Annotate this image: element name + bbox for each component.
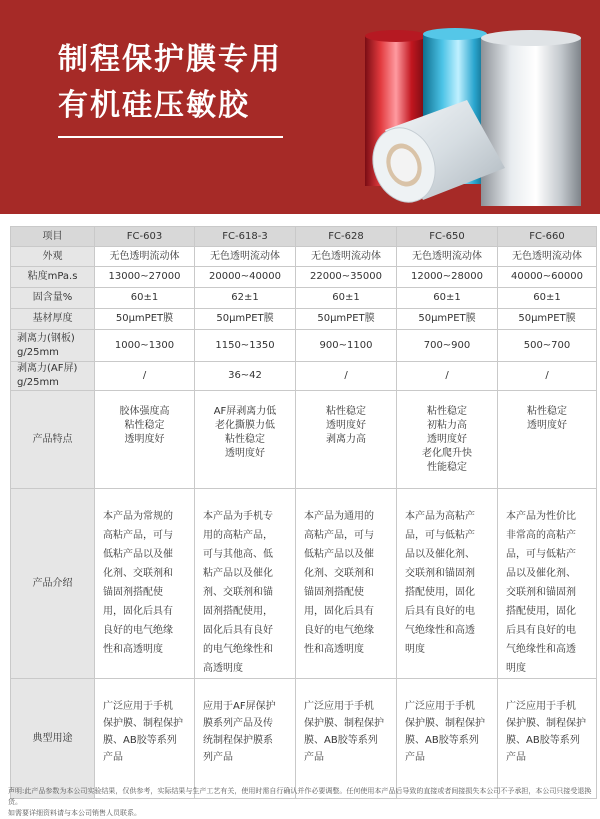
- table-row: [11, 489, 597, 679]
- cell-line: 性和高透明度: [103, 644, 163, 655]
- row-label-line: g/25mm: [17, 377, 59, 388]
- cell-line: 性和高透明度: [304, 644, 364, 655]
- table-cell: 50μmPET膜: [296, 309, 397, 330]
- intro-cell: [195, 489, 296, 679]
- table-cell: 50μmPET膜: [95, 309, 195, 330]
- row-label-line: 剥离力(钢板): [17, 332, 75, 344]
- table-cell: 900~1100: [296, 330, 397, 362]
- cell-line: 固化后具有良好: [203, 625, 273, 636]
- table-cell: 无色透明流动体: [397, 247, 498, 267]
- cell-line: 高透明度: [203, 663, 243, 674]
- cell-line: 搭配使用，固化: [405, 587, 475, 598]
- row-label-peel-steel: [11, 330, 95, 362]
- cell-line: 后具有良好的电: [405, 606, 475, 617]
- cell-line: 膜、AB胶等系列: [506, 735, 580, 746]
- table-cell: 36~42: [195, 362, 296, 391]
- table-cell: 50μmPET膜: [397, 309, 498, 330]
- film-rolls-image: [355, 18, 595, 214]
- cell-line: 统制程保护膜系: [203, 735, 273, 746]
- row-label-substrate: 基材厚度: [11, 309, 95, 330]
- cell-line: 胶体强度高: [119, 406, 170, 417]
- cell-line: 气绝缘性和高透: [405, 625, 475, 636]
- table-cell: 1150~1350: [195, 330, 296, 362]
- cell-line: 粘性稳定: [225, 434, 265, 445]
- cell-line: 初粘力高: [427, 420, 467, 431]
- cell-line: 良好的电气绝缘: [304, 625, 374, 636]
- table-cell: 50μmPET膜: [195, 309, 296, 330]
- cell-line: 后具有良好的电: [506, 625, 576, 636]
- cell-line: 产品: [103, 752, 123, 763]
- usage-cell: [498, 679, 597, 799]
- table-cell: 1000~1300: [95, 330, 195, 362]
- cell-line: 品以及催化剂、: [405, 549, 475, 560]
- cell-line: 良好的电气绝缘: [103, 625, 173, 636]
- cell-line: 膜、AB胶等系列: [304, 735, 378, 746]
- table-row: [11, 267, 597, 288]
- header-fc-628: FC-628: [296, 227, 397, 247]
- cell-line: 广泛应用于手机: [405, 701, 475, 712]
- table-cell: /: [95, 362, 195, 391]
- cell-line: 老化撕膜力低: [215, 420, 275, 431]
- cell-line: 粘性稳定: [527, 406, 567, 417]
- row-label-solids: 固含量%: [11, 288, 95, 309]
- cell-line: 剥离力高: [326, 434, 366, 445]
- cell-line: AF屏剥离力低: [213, 406, 277, 417]
- table-cell: 50μmPET膜: [498, 309, 597, 330]
- cell-line: 明度: [506, 663, 526, 674]
- cell-line: 应用于AF屏保护: [203, 701, 276, 712]
- cell-line: 列产品: [203, 752, 233, 763]
- header-fc-618-3: FC-618-3: [195, 227, 296, 247]
- cell-line: 老化爬升快: [422, 448, 472, 459]
- table-cell: 22000~35000: [296, 267, 397, 288]
- table-cell: 13000~27000: [95, 267, 195, 288]
- cell-line: 膜、AB胶等系列: [103, 735, 177, 746]
- cell-line: 低粘产品以及催: [304, 549, 374, 560]
- cell-line: 粘性稳定: [124, 420, 165, 431]
- cell-line: 产品: [405, 752, 425, 763]
- cell-line: 透明度好: [326, 420, 366, 431]
- header-fc-603: FC-603: [95, 227, 195, 247]
- cell-line: 广泛应用于手机: [103, 701, 173, 712]
- disclaimer-footnote: [8, 786, 596, 819]
- cell-line: 用，固化后具有: [304, 606, 374, 617]
- header-banner: [0, 0, 600, 214]
- usage-cell: [195, 679, 296, 799]
- cell-line: 用，固化后具有: [103, 606, 173, 617]
- row-label-features: 产品特点: [11, 391, 95, 489]
- cell-line: 保护膜、制程保护: [103, 718, 183, 729]
- cell-line: 本产品为手机专: [203, 511, 273, 522]
- table-header-row: [11, 227, 597, 247]
- cell-line: 性能稳定: [427, 462, 467, 473]
- cell-line: 广泛应用于手机: [304, 701, 374, 712]
- intro-cell: [296, 489, 397, 679]
- features-cell: [195, 391, 296, 489]
- table-cell: 20000~40000: [195, 267, 296, 288]
- table-row: [11, 330, 597, 362]
- row-label-viscosity: 粘度mPa.s: [11, 267, 95, 288]
- cell-line: 广泛应用于手机: [506, 701, 576, 712]
- intro-cell: [397, 489, 498, 679]
- cell-line: 固剂搭配使用，: [203, 606, 273, 617]
- banner-title-line2: 有机硅压敏胶: [58, 88, 250, 123]
- cell-line: 品，可与低粘产: [506, 549, 576, 560]
- table-cell: 无色透明流动体: [95, 247, 195, 267]
- cell-line: 交联剂和锚固剂: [405, 568, 475, 579]
- header-item: 项目: [11, 227, 95, 247]
- header-fc-660: FC-660: [498, 227, 597, 247]
- cell-line: 粘性稳定: [326, 406, 366, 417]
- disclaimer-line: 声明:此产品参数为本公司实验结果，仅供参考，实际结果与生产工艺有关，使用时需自行确认并作必要调整。任何使用本产品后导致的直接或者间接损失本公司不予承担，本公司只接受退换货。: [8, 787, 592, 806]
- cell-line: 本产品为性价比: [506, 511, 576, 522]
- table-row: [11, 288, 597, 309]
- disclaimer-line: 如需要详细资料请与本公司销售人员联系。: [8, 809, 141, 817]
- cell-line: 非常高的高粘产: [506, 530, 576, 541]
- features-cell: [296, 391, 397, 489]
- table-row: [11, 679, 597, 799]
- cell-line: 锚固剂搭配使: [304, 587, 364, 598]
- cell-line: 本产品为常规的: [103, 511, 173, 522]
- cell-line: 透明度好: [225, 448, 265, 459]
- usage-cell: [296, 679, 397, 799]
- table-cell: 500~700: [498, 330, 597, 362]
- cell-line: 品，可与低粘产: [405, 530, 475, 541]
- cell-line: 高粘产品，可与: [304, 530, 374, 541]
- cell-line: 本产品为高粘产: [405, 511, 475, 522]
- banner-divider: [58, 136, 283, 138]
- table-cell: 无色透明流动体: [498, 247, 597, 267]
- cell-line: 交联剂和锚固剂: [506, 587, 576, 598]
- table-cell: /: [296, 362, 397, 391]
- cell-line: 低粘产品以及催: [103, 549, 173, 560]
- row-label-appearance: 外观: [11, 247, 95, 267]
- table-cell: 40000~60000: [498, 267, 597, 288]
- cell-line: 产品: [506, 752, 526, 763]
- usage-cell: [397, 679, 498, 799]
- table-cell: 60±1: [397, 288, 498, 309]
- row-label-usage: 典型用途: [11, 679, 95, 799]
- cell-line: 化剂、交联剂和: [304, 568, 374, 579]
- cell-line: 搭配使用，固化: [506, 606, 576, 617]
- table-cell: 12000~28000: [397, 267, 498, 288]
- table-row: [11, 362, 597, 391]
- table-cell: 60±1: [296, 288, 397, 309]
- cell-line: 粘产品以及催化: [203, 568, 273, 579]
- cell-line: 品以及催化剂、: [506, 568, 576, 579]
- cell-line: 粘性稳定: [427, 406, 467, 417]
- cell-line: 的电气绝缘性和: [203, 644, 273, 655]
- cell-line: 透明度好: [427, 434, 467, 445]
- spec-table: [10, 226, 597, 799]
- cell-line: 保护膜、制程保护: [304, 718, 384, 729]
- intro-cell: [95, 489, 195, 679]
- table-row: [11, 309, 597, 330]
- table-cell: /: [498, 362, 597, 391]
- table-cell: 60±1: [95, 288, 195, 309]
- row-label-line: 剥离力(AF屏): [17, 363, 78, 374]
- cell-line: 保护膜、制程保护: [405, 718, 485, 729]
- table-cell: 62±1: [195, 288, 296, 309]
- cell-line: 锚固剂搭配使: [103, 587, 163, 598]
- cell-line: 产品: [304, 752, 324, 763]
- cell-line: 化剂、交联剂和: [103, 568, 173, 579]
- features-cell: [498, 391, 597, 489]
- cell-line: 高粘产品，可与: [103, 530, 173, 541]
- cell-line: 气绝缘性和高透: [506, 644, 576, 655]
- row-label-intro: 产品介绍: [11, 489, 95, 679]
- row-label-line: g/25mm: [17, 346, 59, 358]
- cell-line: 膜、AB胶等系列: [405, 735, 479, 746]
- usage-cell: [95, 679, 195, 799]
- table-cell: 60±1: [498, 288, 597, 309]
- cell-line: 透明度好: [527, 420, 567, 431]
- table-row: [11, 247, 597, 267]
- cell-line: 透明度好: [124, 434, 165, 445]
- intro-cell: [498, 489, 597, 679]
- header-fc-650: FC-650: [397, 227, 498, 247]
- table-cell: 700~900: [397, 330, 498, 362]
- cell-line: 明度: [405, 644, 425, 655]
- cell-line: 可与其他高、低: [203, 549, 273, 560]
- row-label-peel-af: [11, 362, 95, 391]
- cell-line: 膜系列产品及传: [203, 718, 273, 729]
- banner-title-line1: 制程保护膜专用: [58, 42, 282, 77]
- cell-line: 用的高粘产品，: [203, 530, 273, 541]
- cell-line: 本产品为通用的: [304, 511, 374, 522]
- features-cell: [397, 391, 498, 489]
- table-cell: /: [397, 362, 498, 391]
- table-cell: 无色透明流动体: [195, 247, 296, 267]
- cell-line: 保护膜、制程保护: [506, 718, 586, 729]
- table-cell: 无色透明流动体: [296, 247, 397, 267]
- table-row: [11, 391, 597, 489]
- features-cell: [95, 391, 195, 489]
- cell-line: 剂、交联剂和锚: [203, 587, 273, 598]
